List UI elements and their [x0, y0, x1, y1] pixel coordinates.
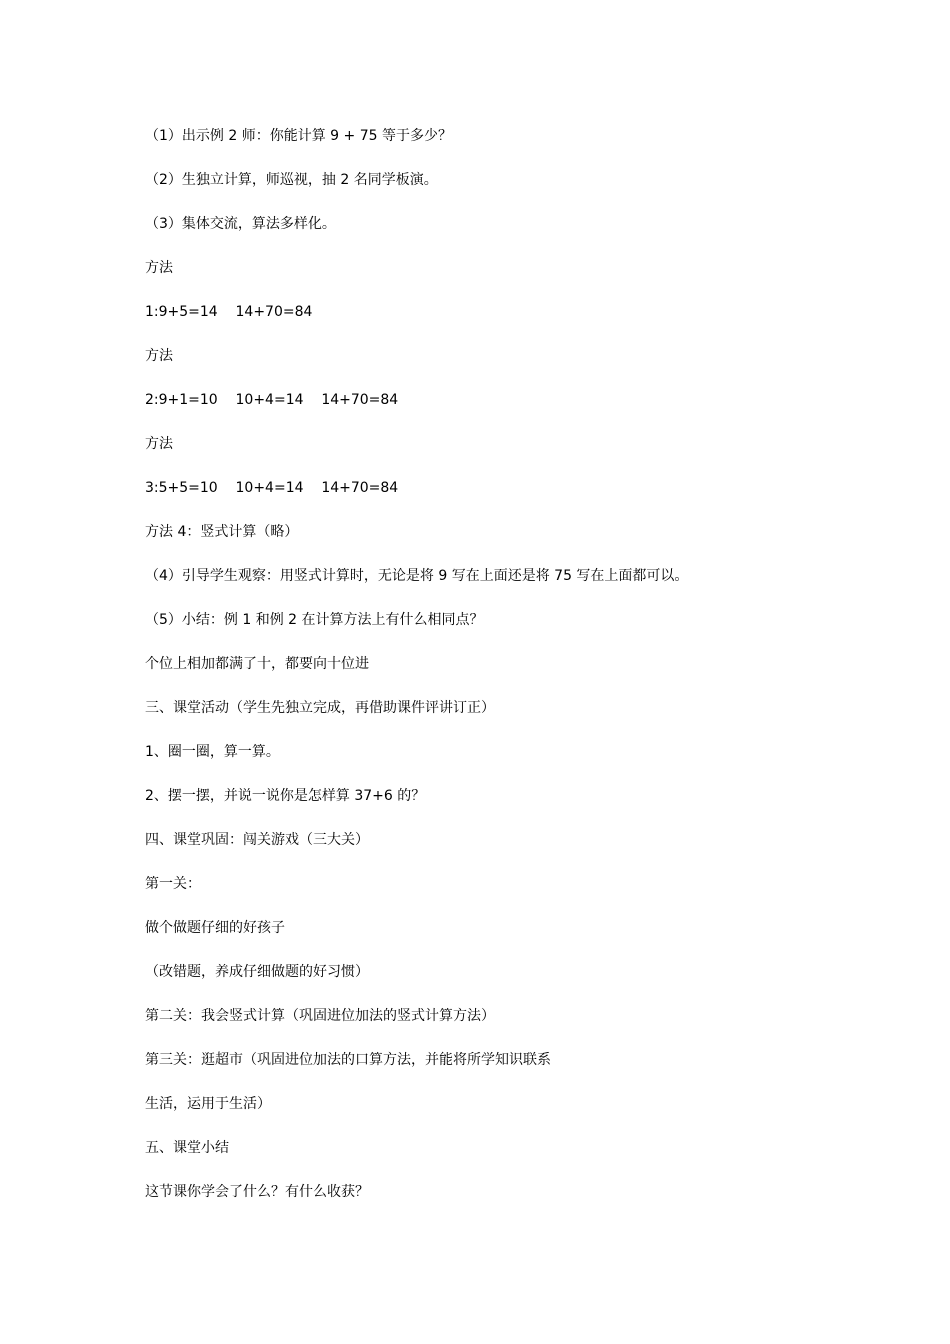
paragraph-line: （3）集体交流，算法多样化。 — [145, 216, 336, 232]
section-heading: 三、课堂活动（学生先独立完成，再借助课件评讲订正） — [145, 700, 495, 716]
paragraph-line: 做个做题仔细的好孩子 — [145, 920, 285, 936]
paragraph-line: 第二关：我会竖式计算（巩固进位加法的竖式计算方法） — [145, 1008, 495, 1024]
paragraph-line: 2:9+1=10 10+4=14 14+70=84 — [145, 392, 399, 408]
paragraph-line: 第一关： — [145, 876, 201, 892]
paragraph-line: 方法 4：竖式计算（略） — [145, 524, 299, 540]
paragraph-line: 3:5+5=10 10+4=14 14+70=84 — [145, 480, 399, 496]
document-body — [145, 124, 825, 1224]
paragraph-line: 方法 — [145, 260, 173, 276]
paragraph-line: 方法 — [145, 436, 173, 452]
section-heading: 四、课堂巩固：闯关游戏（三大关） — [145, 832, 369, 848]
paragraph-line: 2、摆一摆，并说一说你是怎样算 37+6 的？ — [145, 788, 426, 804]
section-heading: 五、课堂小结 — [145, 1140, 229, 1156]
paragraph-line: 个位上相加都满了十，都要向十位进 — [145, 656, 369, 672]
paragraph-line: 方法 — [145, 348, 173, 364]
paragraph-line: （5）小结：例 1 和例 2 在计算方法上有什么相同点？ — [145, 612, 484, 628]
paragraph-line: 1:9+5=14 14+70=84 — [145, 304, 313, 320]
paragraph-line: （改错题，养成仔细做题的好习惯） — [145, 964, 369, 980]
paragraph-line: （2）生独立计算，师巡视，抽 2 名同学板演。 — [145, 172, 438, 188]
paragraph-line: 1、圈一圈，算一算。 — [145, 744, 280, 760]
paragraph-line: 生活，运用于生活） — [145, 1096, 271, 1112]
paragraph-line: （1）出示例 2 师：你能计算 9 + 75 等于多少？ — [145, 128, 452, 144]
paragraph-line: 第三关：逛超市（巩固进位加法的口算方法，并能将所学知识联系 — [145, 1052, 551, 1068]
paragraph-line: 这节课你学会了什么？有什么收获？ — [145, 1184, 369, 1200]
paragraph-line: （4）引导学生观察：用竖式计算时，无论是将 9 写在上面还是将 75 写在上面都可以。 — [145, 568, 689, 584]
